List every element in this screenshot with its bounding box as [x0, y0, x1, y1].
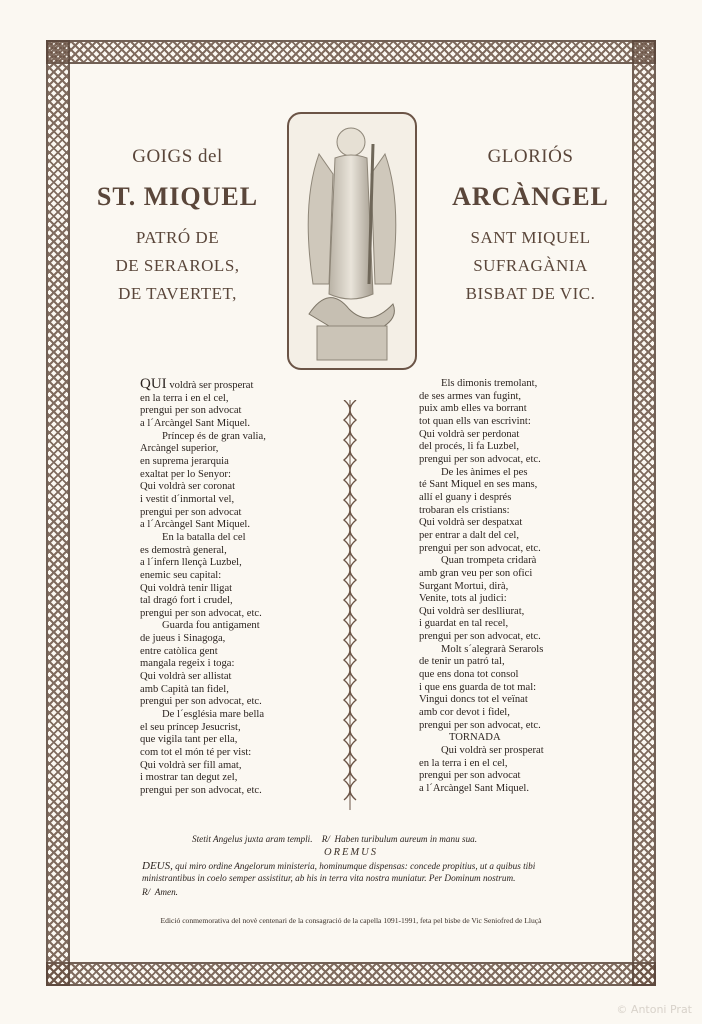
poem-line: del procés, li fa Luzbel,	[419, 441, 520, 453]
poem-line: enemic seu capital:	[140, 569, 222, 581]
poem-line: Qui voldrà ser prosperat	[441, 745, 544, 757]
poem-line: De l´església mare bella	[162, 709, 265, 721]
drop-cap: QUI	[140, 376, 167, 392]
poem-line: amb gran veu per son ofici	[419, 567, 533, 579]
poem-line: de ses armes van fugint,	[419, 390, 522, 402]
poem-line: allí el guany i després	[419, 491, 512, 503]
poem-line: i guardat en tal recel,	[419, 618, 509, 630]
heading-left-line-2: DE SERAROLS,	[115, 256, 240, 275]
heading-arcangel: ARCÀNGEL	[452, 182, 609, 211]
poem-line: Venite, tots al judici:	[419, 593, 507, 605]
poem-line: Quan trompeta cridarà	[441, 555, 537, 567]
latin-prayer	[142, 860, 535, 898]
heading-glorios: GLORIÓS	[487, 146, 574, 167]
poem-line: tot quan ells van escrivint:	[419, 415, 531, 427]
heading-goigs: GOIGS del	[132, 146, 223, 167]
poem-line: Arcàngel superior,	[140, 443, 219, 455]
poem-line: prengui per son advocat, etc.	[419, 453, 541, 465]
archangel-statue-icon	[289, 114, 415, 368]
heading-st-miquel: ST. MIQUEL	[96, 182, 259, 211]
poem-line: a l´Arcàngel Sant Miquel.	[140, 417, 251, 429]
archangel-statue-image	[287, 112, 417, 370]
poem-line: a l´Arcàngel Sant Miquel.	[419, 783, 530, 794]
latin-deus: DEUS,	[142, 860, 173, 872]
poem-line: té Sant Miquel en ses mans,	[419, 479, 538, 491]
poem-line: Príncep és de gran valia,	[162, 430, 266, 442]
poem-left-column	[140, 378, 266, 798]
latin-prayer-line-1: qui miro ordine Angelorum ministeria, hominumque dispensas: concede propitius, ut a quibus tibi	[175, 861, 536, 871]
border-top	[46, 40, 656, 64]
poem-line: Qui voldrà ser allistat	[140, 671, 232, 683]
poem-line: en la terra i en el cel,	[419, 757, 508, 769]
heading-left-line-3: DE TAVERTET,	[118, 284, 237, 303]
poem-line: i vestit d´inmortal vel,	[140, 493, 235, 505]
poem-line: mangala regeix i toga:	[140, 658, 235, 670]
poem-line: Guarda fou antigament	[162, 620, 260, 632]
poem-line: De les ànimes el pes	[441, 466, 528, 478]
poem-right-column	[419, 378, 544, 796]
poem-line: en suprema jerarquia	[140, 455, 229, 467]
poem-line: tal dragó fort i crudel,	[140, 595, 233, 607]
latin-stetit: Stetit Angelus juxta aram templi.	[192, 834, 313, 844]
edition-note: Edició conmemorativa del novè centenari de la consagració de la capella 1091-1991, feta pel bisbe de Vic Seniofred de Lluçà	[160, 916, 542, 925]
poem-line: amb cor devot i fidel,	[419, 707, 510, 719]
poem-line: prengui per son advocat, etc.	[140, 785, 262, 796]
heading-left-line-1: PATRÓ DE	[135, 228, 220, 247]
poem-line: Vingui doncs tot el veïnat	[419, 694, 528, 706]
oremus-heading: OREMUS	[324, 847, 378, 858]
poem-line: prengui per son advocat	[140, 405, 242, 417]
heading-left	[95, 146, 260, 308]
poem-line: prengui per son advocat, etc.	[419, 542, 541, 554]
poem-line: a l´Arcàngel Sant Miquel.	[140, 519, 251, 531]
poem-line: prengui per son advocat, etc.	[140, 607, 262, 619]
poem-line: de jueus i Sinagoga,	[140, 633, 226, 645]
latin-response-1: Haben turibulum aureum in manu sua.	[334, 834, 478, 844]
poem-line: prengui per son advocat	[419, 770, 521, 782]
poem-line: en la terra i en el cel,	[140, 392, 229, 404]
poem-line: prengui per son advocat, etc.	[140, 696, 262, 708]
poem-line: Molt s´alegrarà Serarols	[441, 643, 544, 655]
heading-right-line-3: BISBAT DE VIC.	[465, 284, 596, 303]
poem-line: a l´infern llençà Luzbel,	[140, 557, 242, 569]
poem-line: Qui voldrà ser fill amat,	[140, 759, 242, 771]
poem-line: trobaran els cristians:	[419, 504, 510, 516]
poem-line: puix amb elles va borrant	[419, 403, 527, 415]
heading-right	[448, 146, 613, 308]
poem-line: de tenir un patró tal,	[419, 656, 505, 668]
poem-line: Qui voldrà ser perdonat	[419, 428, 520, 440]
response-mark-2: R/	[142, 887, 151, 897]
poem-line: exaltat per lo Senyor:	[140, 468, 231, 480]
poem-line: Els dimonis tremolant,	[441, 378, 538, 389]
ornamental-divider	[340, 400, 360, 810]
latin-amen: Amen.	[154, 887, 178, 897]
poem-line: que vigila tant per ella,	[140, 734, 238, 746]
poem-line: com tot el món té per vist:	[140, 747, 252, 759]
latin-versicle	[192, 834, 477, 844]
copyright-watermark: © Antoni Prat	[616, 1003, 692, 1016]
border-left	[46, 40, 70, 986]
poem-line: entre catòlica gent	[140, 645, 218, 657]
poem-line: Surgant Mortui, dirà,	[419, 580, 509, 592]
poem-line: i que ens guarda de tot mal:	[419, 681, 537, 693]
poem-line: el seu príncep Jesucrist,	[140, 721, 241, 733]
poem-line: TORNADA	[449, 732, 501, 744]
poem-line: amb Capità tan fidel,	[140, 683, 229, 695]
poem-line: Qui voldrà ser deslliurat,	[419, 605, 525, 617]
response-mark-1: R/	[321, 834, 330, 844]
poem-line: per entrar a dalt del cel,	[419, 529, 519, 541]
poem-line: Qui voldrà ser coronat	[140, 481, 236, 493]
poem-line: Qui voldrà ser despatxat	[419, 517, 523, 529]
border-right	[632, 40, 656, 986]
poem-line	[140, 378, 266, 393]
heading-right-line-1: SANT MIQUEL	[470, 228, 591, 247]
poem-line: prengui per son advocat, etc.	[419, 719, 541, 731]
heading-right-line-2: SUFRAGÀNIA	[473, 256, 588, 275]
drop-cap-rest: voldrà ser prosperat	[166, 380, 254, 391]
poem-line: En la batalla del cel	[162, 531, 246, 543]
border-bottom	[46, 962, 656, 986]
poem-line: es demostrà general,	[140, 544, 227, 556]
poem-line: prengui per son advocat	[140, 506, 242, 518]
poem-line: i mostrar tan degut zel,	[140, 772, 238, 784]
poem-line: que ens dona tot consol	[419, 669, 519, 681]
poem-line: Qui voldrà tenir lligat	[140, 582, 233, 594]
latin-prayer-line-2: ministrantibus in coelo semper assistitur, ab his in terra vita nostra muniatur. Per Dominum nostrum.	[142, 873, 516, 883]
poem-line: prengui per son advocat, etc.	[419, 631, 541, 643]
